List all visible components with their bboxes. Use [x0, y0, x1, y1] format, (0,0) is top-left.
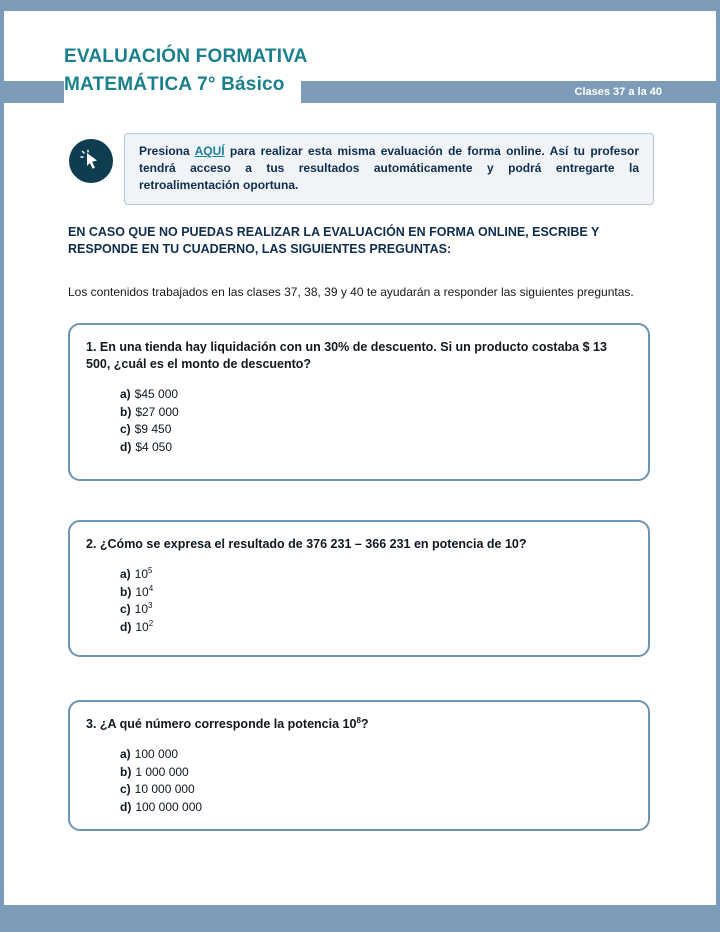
callout-text-part2: para realizar esta misma evaluación de forma online. Así tu profesor tendrá acceso a tus resultados automáticamente y podrá entregarte la retroalimentación oportuna. [139, 144, 640, 192]
option-text: 10 [134, 567, 149, 581]
option-label: c) [120, 422, 131, 436]
question-text-prefix: 2. ¿Cómo se expresa el resultado de 376 231 – 366 231 en potencia de 10? [86, 537, 527, 551]
answer-option-a [120, 566, 632, 584]
option-label: b) [120, 584, 132, 599]
option-label: c) [120, 782, 131, 796]
answer-option-b [120, 584, 632, 602]
option-text: 10 [135, 584, 149, 599]
question-text-prefix: 1. En una tienda hay liquidación con un 30% de descuento. Si un producto costaba $ 13 500, ¿cuál es el monto de descuento? [86, 340, 607, 371]
question-text [86, 716, 632, 733]
option-text: 10 [134, 602, 149, 616]
option-label: b) [120, 404, 132, 419]
option-label: d) [120, 439, 132, 454]
option-text: 100 000 [134, 747, 179, 761]
option-text: 10 000 000 [134, 782, 195, 796]
answer-option-b [120, 404, 632, 422]
question-box-1 [68, 323, 650, 481]
bottom-border-bar [0, 905, 720, 932]
option-text: $9 450 [134, 422, 172, 436]
question-text [86, 536, 632, 553]
page-title: EVALUACIÓN FORMATIVA [64, 46, 308, 67]
option-text: 100 000 000 [135, 799, 203, 814]
answer-options [120, 566, 632, 636]
left-border-bar [0, 0, 4, 932]
question-exponent: 8 [356, 715, 361, 725]
option-label: a) [120, 747, 131, 761]
offline-instructions: EN CASO QUE NO PUEDAS REALIZAR LA EVALUACIÓN EN FORMA ONLINE, ESCRIBE Y RESPONDE EN TU CUADERNO, LAS SIGUIENTES PREGUNTAS: [68, 225, 600, 256]
cursor-arrow-glyph [79, 149, 103, 173]
option-label: d) [120, 619, 132, 634]
aqui-link[interactable]: AQUÍ [194, 144, 225, 158]
intro-text: Los contenidos trabajados en las clases 37, 38, 39 y 40 te ayudarán a responder las siguientes preguntas. [68, 285, 634, 299]
option-text: 1 000 000 [135, 764, 189, 779]
page-subtitle: MATEMÁTICA 7° Básico [64, 74, 301, 105]
classes-badge: Clases 37 a la 40 [574, 86, 662, 98]
callout-text-part1: Presiona [139, 144, 195, 158]
answer-options [120, 386, 632, 456]
question-text-prefix: 3. ¿A qué número corresponde la potencia 10 [86, 717, 357, 731]
online-evaluation-callout [124, 133, 654, 205]
option-label: c) [120, 602, 131, 616]
cursor-click-icon [69, 139, 113, 183]
answer-option-a [120, 746, 632, 764]
answer-option-d [120, 619, 632, 637]
question-text-suffix: ? [360, 717, 369, 731]
question-text [86, 339, 632, 373]
option-exponent: 4 [148, 583, 154, 593]
option-exponent: 5 [148, 566, 153, 575]
answer-option-c [120, 601, 632, 619]
answer-option-d [120, 799, 632, 817]
right-border-bar [716, 0, 720, 932]
question-box-3 [68, 700, 650, 831]
answer-option-a [120, 386, 632, 404]
option-exponent: 3 [148, 601, 153, 610]
top-border-bar [0, 0, 720, 11]
answer-option-b [120, 764, 632, 782]
option-exponent: 2 [148, 618, 154, 628]
option-text: $4 050 [135, 439, 173, 454]
option-text: $27 000 [135, 404, 179, 419]
answer-option-c [120, 781, 632, 799]
answer-option-d [120, 439, 632, 457]
option-label: b) [120, 764, 132, 779]
option-label: a) [120, 387, 131, 401]
option-text: 10 [135, 619, 149, 634]
option-text: $45 000 [134, 387, 179, 401]
option-label: a) [120, 567, 131, 581]
answer-option-c [120, 421, 632, 439]
answer-options [120, 746, 632, 816]
option-label: d) [120, 799, 132, 814]
question-box-2 [68, 520, 650, 657]
